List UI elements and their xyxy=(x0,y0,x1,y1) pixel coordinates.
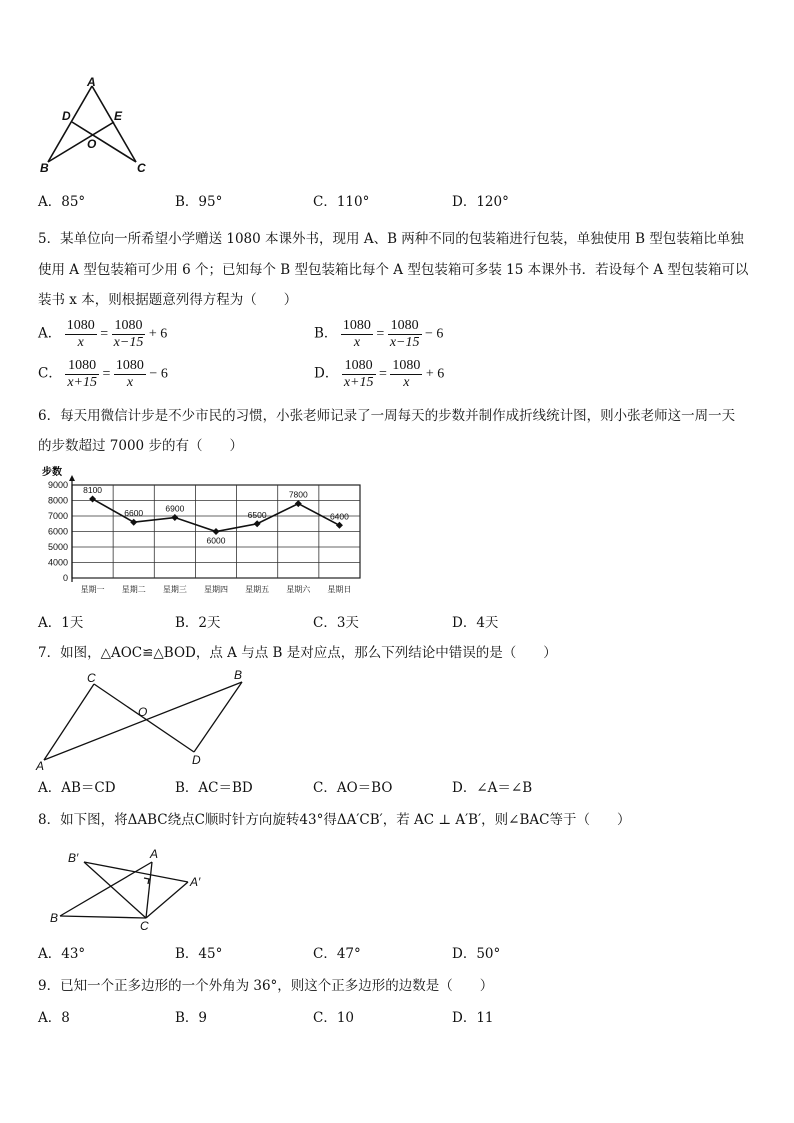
y-tick-label: 4000 xyxy=(47,557,68,568)
fraction: $\frac{1080}{x-15}$ xyxy=(389,318,420,350)
y-tick-label: 8000 xyxy=(47,495,68,506)
q7-stem: 7．如图，△AOC≌△BOD，点 A 与点 B 是对应点，那么下列结论中错误的是（ ） xyxy=(38,645,557,661)
q6-stem-line1: 6．每天用微信计步是不少市民的习惯，小张老师记录了一周每天的步数并制作成折线统计图，则小张老师这一周一天 xyxy=(38,408,736,424)
label-a: A xyxy=(36,759,45,773)
segment-ab xyxy=(44,682,242,760)
data-label: 6000 xyxy=(206,535,226,546)
label-c: C xyxy=(137,161,146,175)
label-a: A xyxy=(150,847,159,861)
label-c: C xyxy=(87,671,96,685)
q6-stem-line2: 的步数超过 7000 步的有（ ） xyxy=(38,438,243,454)
y-tick-label: 7000 xyxy=(47,511,68,521)
q7-option-b[interactable]: B．AC＝BD xyxy=(175,780,253,796)
data-point xyxy=(89,495,96,502)
q6-option-a[interactable]: A．1天 xyxy=(38,615,84,631)
x-tick-label: 星期五 xyxy=(245,585,270,594)
data-point xyxy=(171,514,178,521)
segment-a-prime-c xyxy=(146,882,188,918)
q5-stem-line1: 5．某单位向一所希望小学赠送 1080 本课外书，现用 A、B 两种不同的包装箱进行包装，单独使用 B 型包装箱比单独 xyxy=(38,231,744,247)
q8-option-c[interactable]: C．47° xyxy=(313,946,361,962)
data-label: 6600 xyxy=(124,508,144,519)
right-angle-mark xyxy=(144,878,149,884)
q9-option-d[interactable]: D．11 xyxy=(452,1010,494,1026)
y-tick-label: 5000 xyxy=(47,542,68,552)
q6-option-c[interactable]: C．3天 xyxy=(313,615,359,631)
q8-option-a[interactable]: A．43° xyxy=(38,946,86,962)
q4-option-c[interactable]: C．110° xyxy=(313,194,370,210)
q9-option-c[interactable]: C．10 xyxy=(313,1010,355,1026)
side-ab xyxy=(48,86,92,162)
label-o: O xyxy=(138,705,148,719)
q6-option-d[interactable]: D．4天 xyxy=(452,615,499,631)
label-b-prime: B′ xyxy=(68,851,79,865)
segment-b-prime-a-prime xyxy=(84,862,188,882)
q5-stem-line2: 使用 A 型包装箱可少用 6 个；已知每个 B 型包装箱比每个 A 型包装箱可多装 15 本课外书．若设每个 A 型包装箱可以 xyxy=(38,262,749,278)
y-tick-label: 9000 xyxy=(47,480,68,490)
rotation-figure-q8 xyxy=(48,846,218,932)
q8-stem: 8．如下图，将ΔABC绕点C顺时针方向旋转43°得ΔA′CB′，若 AC ⊥ A′B′，则∠BAC等于（ ） xyxy=(38,812,631,828)
x-tick-label: 星期六 xyxy=(286,585,311,594)
data-label: 6500 xyxy=(247,509,267,520)
q9-option-b[interactable]: B．9 xyxy=(175,1010,208,1026)
q5-option-b[interactable]: B． $\frac{1080}{x}$ = $\frac{1080}{x-15}$ − 6 xyxy=(314,318,444,350)
q4-option-b[interactable]: B．95° xyxy=(175,194,223,210)
data-point xyxy=(213,528,220,535)
q5-option-d[interactable]: D． $\frac{1080}{x+15}$ = $\frac{1080}{x}$ + 6 xyxy=(314,358,445,390)
x-tick-label: 星期四 xyxy=(204,585,228,594)
q4-option-d[interactable]: D．120° xyxy=(452,194,509,210)
q4-option-a[interactable]: A．85° xyxy=(38,194,86,210)
segment-ac xyxy=(44,684,94,760)
label-d: D xyxy=(62,109,71,123)
label-a: A xyxy=(87,76,96,89)
data-point xyxy=(130,519,137,526)
label-b: B xyxy=(40,161,49,175)
segment-ac xyxy=(146,862,152,918)
label-b: B xyxy=(234,668,243,682)
q9-stem: 9．已知一个正多边形的一个外角为 36°，则这个正多边形的边数是（ ） xyxy=(38,978,494,994)
q5-option-c[interactable]: C． $\frac{1080}{x+15}$ = $\frac{1080}{x}$ − 6 xyxy=(38,358,168,390)
fraction: $\frac{1080}{x-15}$ xyxy=(113,318,144,350)
segment-ba xyxy=(60,862,152,916)
label-o: O xyxy=(87,137,97,151)
x-tick-label: 星期二 xyxy=(121,585,146,594)
x-tick-label: 星期一 xyxy=(80,585,105,594)
x-tick-label: 星期三 xyxy=(162,585,187,594)
side-ac xyxy=(92,86,136,162)
y-tick-label: 0 xyxy=(62,573,68,583)
data-point xyxy=(254,520,261,527)
q8-option-d[interactable]: D．50° xyxy=(452,946,501,962)
fraction: $\frac{1080}{x+15}$ xyxy=(343,358,374,390)
q7-option-a[interactable]: A．AB＝CD xyxy=(38,780,116,796)
y-tick-label: 6000 xyxy=(47,526,68,537)
congruent-triangles-figure-q7 xyxy=(34,668,254,774)
label-c: C xyxy=(140,919,149,932)
data-point xyxy=(295,500,302,507)
x-tick-label: 星期日 xyxy=(327,585,352,594)
data-label: 8100 xyxy=(83,484,103,495)
fraction: $\frac{1080}{x}$ xyxy=(342,318,371,350)
label-b: B xyxy=(50,911,59,925)
q7-option-d[interactable]: D．∠A＝∠B xyxy=(452,780,533,796)
data-point xyxy=(336,522,343,529)
fraction: $\frac{1080}{x}$ xyxy=(66,318,95,350)
q5-stem-line3: 装书 x 本，则根据题意列得方程为（ ） xyxy=(38,292,298,308)
fraction: $\frac{1080}{x}$ xyxy=(115,358,144,390)
label-d: D xyxy=(192,753,201,767)
q6-option-b[interactable]: B．2天 xyxy=(175,615,221,631)
fraction: $\frac{1080}{x+15}$ xyxy=(67,358,98,390)
triangle-figure-q4 xyxy=(36,76,156,178)
data-label: 6900 xyxy=(165,503,185,514)
q9-option-a[interactable]: A．8 xyxy=(38,1010,70,1026)
label-e: E xyxy=(114,109,123,123)
q8-option-b[interactable]: B．45° xyxy=(175,946,223,962)
fraction: $\frac{1080}{x}$ xyxy=(392,358,421,390)
q7-option-c[interactable]: C．AO＝BO xyxy=(313,780,393,796)
step-count-line-chart xyxy=(34,463,364,599)
y-axis-label: 步数 xyxy=(42,467,62,478)
segment-bd xyxy=(194,682,242,752)
label-a-prime: A′ xyxy=(190,875,201,889)
data-label: 7800 xyxy=(288,489,308,500)
y-axis-arrow xyxy=(69,475,75,481)
data-label: 6400 xyxy=(329,511,349,522)
q5-option-a[interactable]: A． $\frac{1080}{x}$ = $\frac{1080}{x-15}$ + 6 xyxy=(38,318,168,350)
segment-bc xyxy=(60,916,146,918)
